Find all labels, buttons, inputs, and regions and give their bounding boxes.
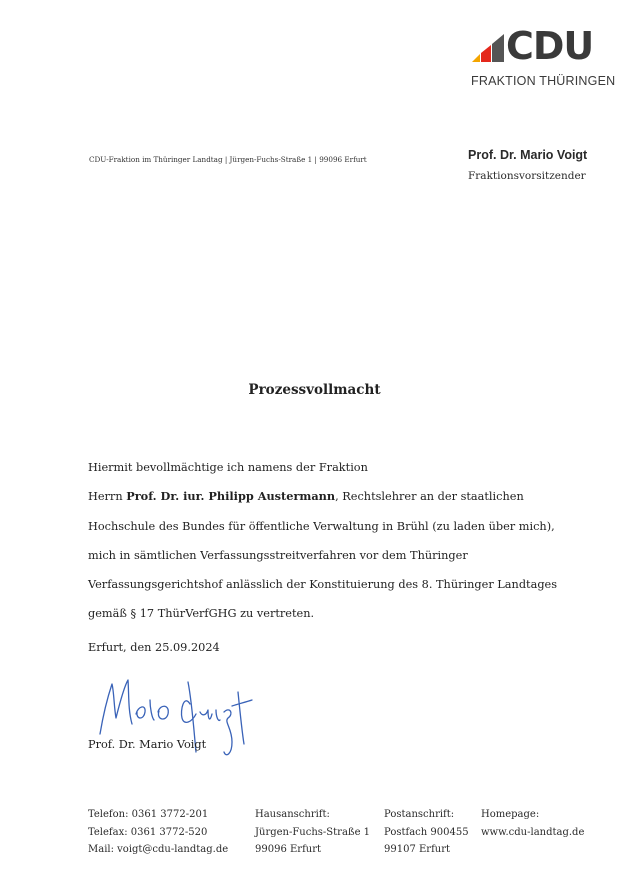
body-line — [88, 482, 588, 511]
footer-pobox: Postfach 900455 — [384, 826, 469, 838]
body-line: mich in sämtlichen Verfassungsstreitverfahren vor dem Thüringer — [88, 548, 468, 562]
body-line-pre: Herrn — [88, 490, 127, 504]
body-line: gemäß § 17 ThürVerfGHG zu vertreten. — [88, 607, 315, 621]
handwritten-signature — [92, 662, 262, 767]
footer-label: Homepage: — [481, 809, 540, 820]
footer-label: Postanschrift: — [384, 809, 455, 820]
place-date: Erfurt, den 25.09.2024 — [88, 641, 220, 654]
cdu-logo — [470, 24, 616, 88]
sender-role: Fraktionsvorsitzender — [468, 170, 586, 182]
footer-phone: Telefon: 0361 3772-201 — [88, 809, 209, 820]
logo-bars-icon — [470, 30, 510, 62]
signer-name: Prof. Dr. Mario Voigt — [88, 738, 207, 751]
body-line: Hochschule des Bundes für öffentliche Verwaltung in Brühl (zu laden über mich), — [88, 519, 555, 533]
sender-name: Prof. Dr. Mario Voigt — [468, 148, 588, 162]
body-line: Verfassungsgerichtshof anlässlich der Konstituierung des 8. Thüringer Landtages — [88, 578, 558, 592]
footer-url: www.cdu-landtag.de — [481, 826, 585, 838]
footer-city: 99096 Erfurt — [255, 844, 322, 855]
footer-fax: Telefax: 0361 3772-520 — [88, 826, 208, 838]
logo-subtitle: FRAKTION THÜRINGEN — [471, 74, 616, 88]
footer-mail: Mail: voigt@cdu-landtag.de — [88, 844, 229, 855]
footer-city: 99107 Erfurt — [384, 844, 451, 855]
attorney-name: Prof. Dr. iur. Philipp Austermann — [126, 489, 336, 504]
sender-return-address: CDU-Fraktion im Thüringer Landtag | Jürgen-Fuchs-Straße 1 | 99096 Erfurt — [89, 155, 367, 164]
footer-label: Hausanschrift: — [255, 809, 330, 820]
body-line-post: , Rechtslehrer an der staatlichen — [335, 490, 524, 504]
footer-street: Jürgen-Fuchs-Straße 1 — [255, 826, 371, 838]
document-title: Prozessvollmacht — [248, 382, 381, 398]
footer-contact — [88, 806, 228, 859]
footer-homepage — [481, 806, 584, 841]
footer-home-address — [255, 806, 370, 859]
document-body — [88, 453, 588, 629]
logo-wordmark: CDU — [506, 24, 594, 68]
body-line: Hiermit bevollmächtige ich namens der Fraktion — [88, 461, 368, 474]
footer-postal-address — [384, 806, 469, 859]
